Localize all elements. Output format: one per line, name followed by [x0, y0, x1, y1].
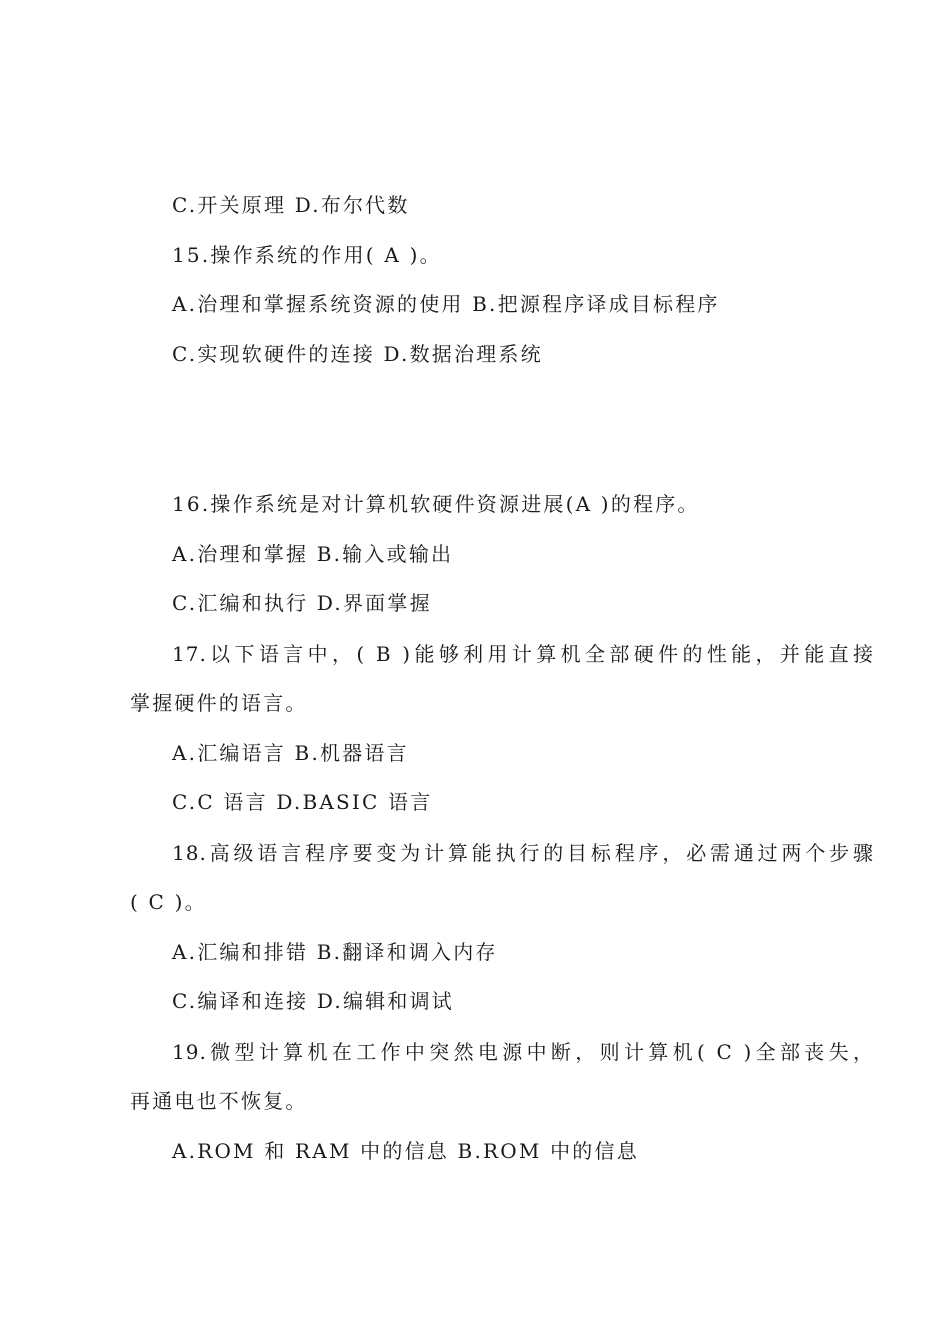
- q19-question-line1: 19.微型计算机在工作中突然电源中断，则计算机( C )全部丧失，: [172, 1040, 874, 1064]
- q14-options-cd: C.开关原理 D.布尔代数: [172, 193, 410, 217]
- q18-question-line1: 18.高级语言程序要变为计算能执行的目标程序，必需通过两个步骤: [172, 841, 874, 865]
- q19-options-ab: A.ROM 和 RAM 中的信息 B.ROM 中的信息: [172, 1139, 639, 1163]
- q16-options-cd: C.汇编和执行 D.界面掌握: [172, 591, 432, 615]
- q15-question: 15.操作系统的作用( A )。: [172, 243, 442, 267]
- q15-options-cd: C.实现软硬件的连接 D.数据治理系统: [172, 342, 543, 366]
- q18-question-line2: ( C )。: [130, 890, 207, 914]
- q17-question-line2: 掌握硬件的语言。: [130, 691, 308, 715]
- q17-options-ab: A.汇编语言 B.机器语言: [172, 741, 409, 765]
- q19-question-line2: 再通电也不恢复。: [130, 1089, 308, 1113]
- q17-question-line1: 17.以下语言中，( B )能够利用计算机全部硬件的性能，并能直接: [172, 642, 874, 666]
- q16-question: 16.操作系统是对计算机软硬件资源进展(A )的程序。: [172, 492, 700, 516]
- q16-options-ab: A.治理和掌握 B.输入或输出: [172, 542, 454, 566]
- q17-options-cd: C.C 语言 D.BASIC 语言: [172, 790, 433, 814]
- q18-options-cd: C.编译和连接 D.编辑和调试: [172, 989, 454, 1013]
- q18-options-ab: A.汇编和排错 B.翻译和调入内存: [172, 940, 498, 964]
- q15-options-ab: A.治理和掌握系统资源的使用 B.把源程序译成目标程序: [172, 292, 720, 316]
